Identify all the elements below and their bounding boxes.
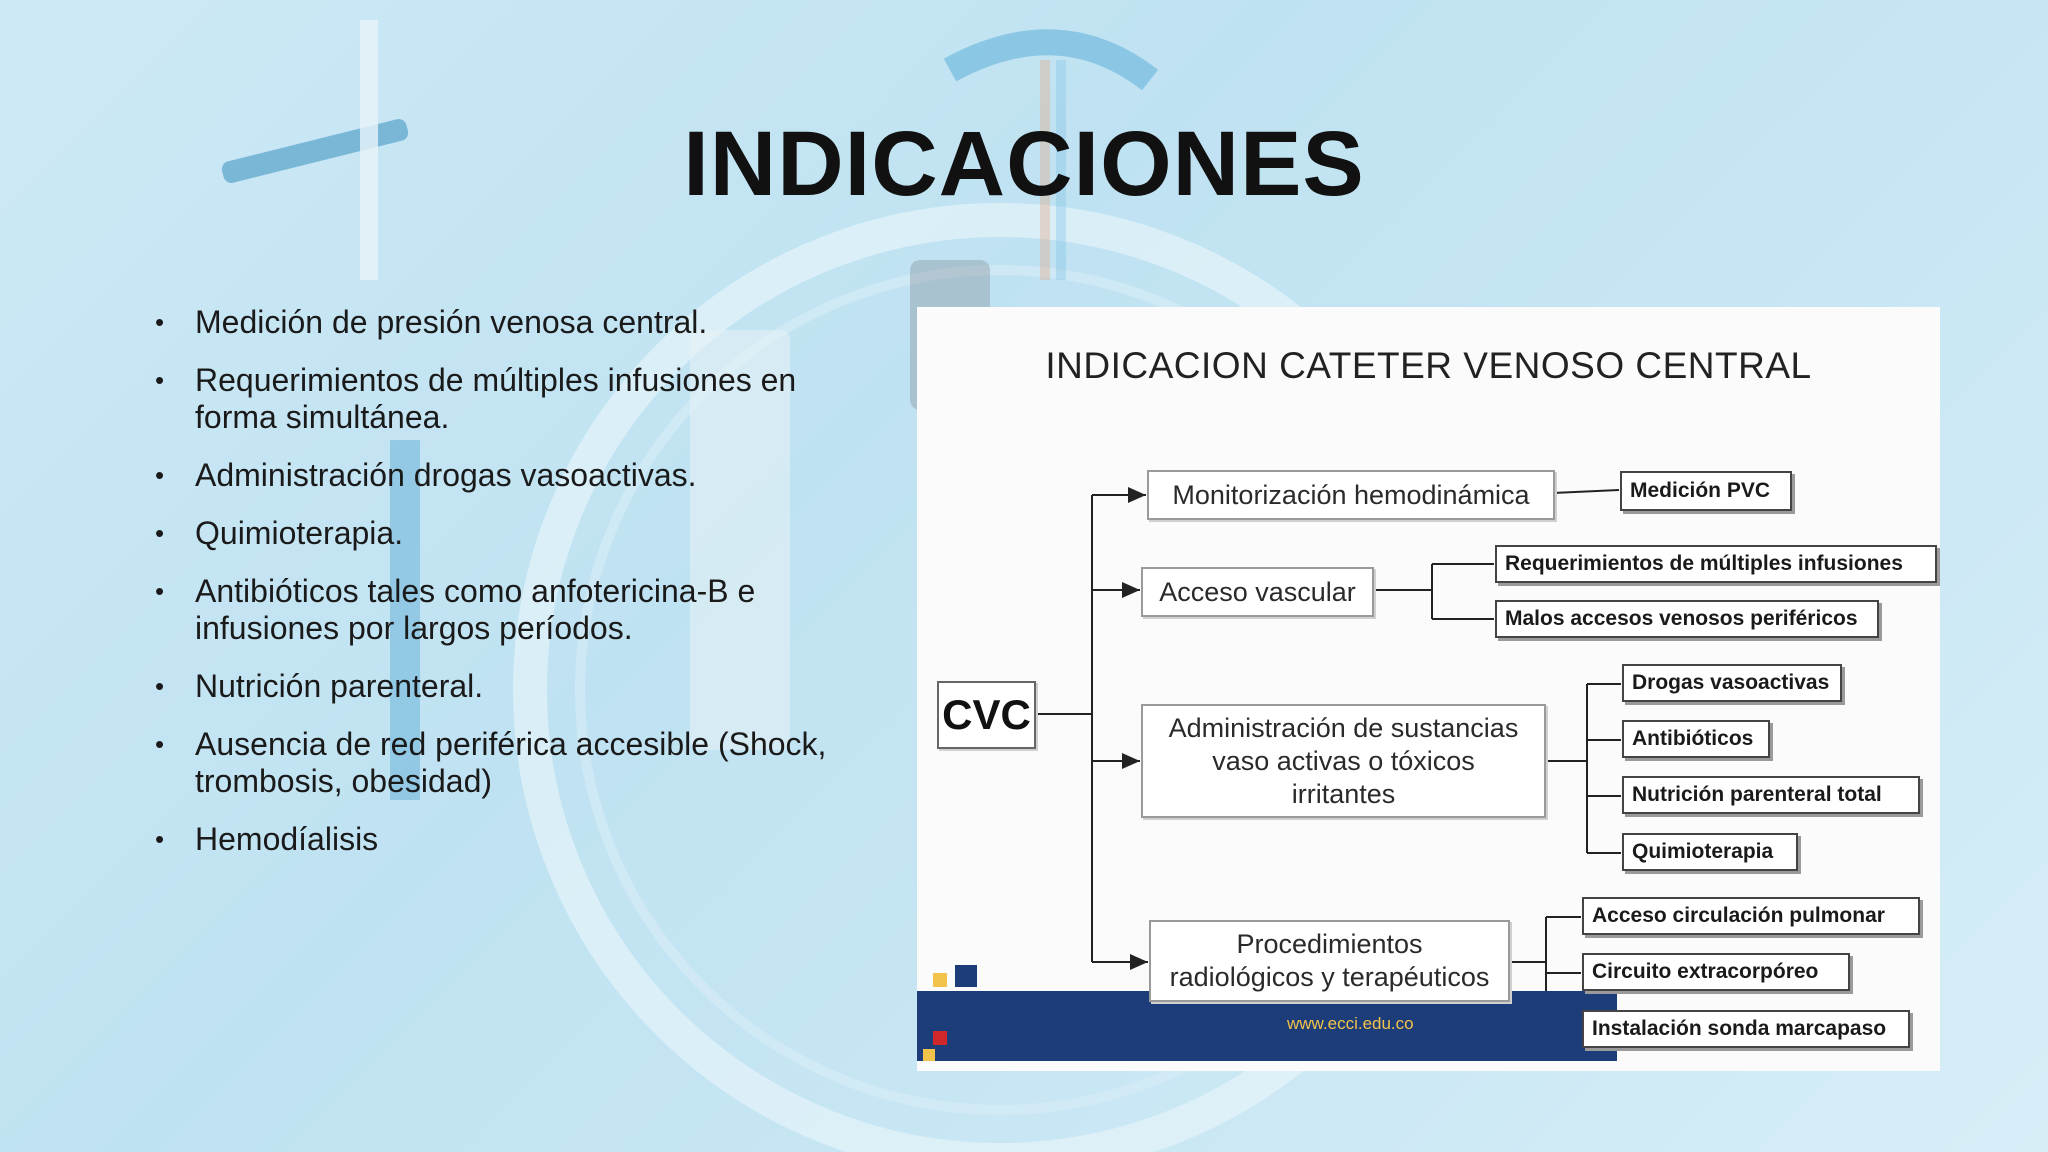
branch-node: Procedimientos radiológicos y terapéuticos (1149, 920, 1510, 1002)
bullet-icon: • (155, 576, 165, 606)
bullet-icon: • (155, 460, 165, 490)
list-item: • Antibióticos tales como anfotericina-B e infusiones por largos períodos. (155, 573, 756, 646)
leaf-node: Requerimientos de múltiples infusiones (1495, 545, 1937, 583)
bullet-icon: • (155, 518, 165, 548)
list-item: • Medición de presión venosa central. (155, 304, 708, 340)
root-node-cvc: CVC (937, 681, 1036, 749)
logo-square (933, 1031, 947, 1045)
branch-node: Administración de sustancias vaso activas o tóxicos irritantes (1141, 704, 1546, 818)
slide-title: INDICACIONES (683, 113, 1365, 215)
list-item: • Quimioterapia. (155, 515, 404, 551)
bullet-icon: • (155, 729, 165, 759)
leaf-node: Drogas vasoactivas (1622, 664, 1842, 702)
leaf-node: Circuito extracorpóreo (1582, 953, 1850, 991)
logo-square (955, 965, 977, 987)
bullet-icon: • (155, 671, 165, 701)
list-item: • Nutrición parenteral. (155, 668, 484, 704)
branch-node: Acceso vascular (1141, 567, 1374, 617)
leaf-node: Acceso circulación pulmonar (1582, 897, 1920, 935)
logo-square (933, 973, 947, 987)
list-item: • Requerimientos de múltiples infusiones en forma simultánea. (155, 362, 797, 435)
indications-list (150, 304, 830, 879)
list-item: • Administración drogas vasoactivas. (155, 457, 697, 493)
list-item: • Hemodíalisis (155, 821, 379, 857)
footer-url[interactable]: www.ecci.edu.co (1287, 1014, 1414, 1033)
cvc-diagram-panel (917, 307, 1940, 1071)
bullet-icon: • (155, 365, 165, 395)
bullet-icon: • (155, 824, 165, 854)
leaf-node: Quimioterapia (1622, 833, 1798, 871)
leaf-node: Nutrición parenteral total (1622, 776, 1920, 814)
list-item: • Ausencia de red periférica accesible (Shock, trombosis, obesidad) (155, 726, 827, 799)
leaf-node: Antibióticos (1622, 720, 1770, 758)
leaf-node: Malos accesos venosos periféricos (1495, 600, 1879, 638)
bullet-icon: • (155, 307, 165, 337)
branch-node: Monitorización hemodinámica (1147, 470, 1555, 520)
logo-square (923, 1049, 935, 1061)
leaf-node: Medición PVC (1620, 471, 1792, 511)
diagram-title: INDICACION CATETER VENOSO CENTRAL (1045, 345, 1812, 386)
leaf-node: Instalación sonda marcapaso (1582, 1010, 1910, 1048)
